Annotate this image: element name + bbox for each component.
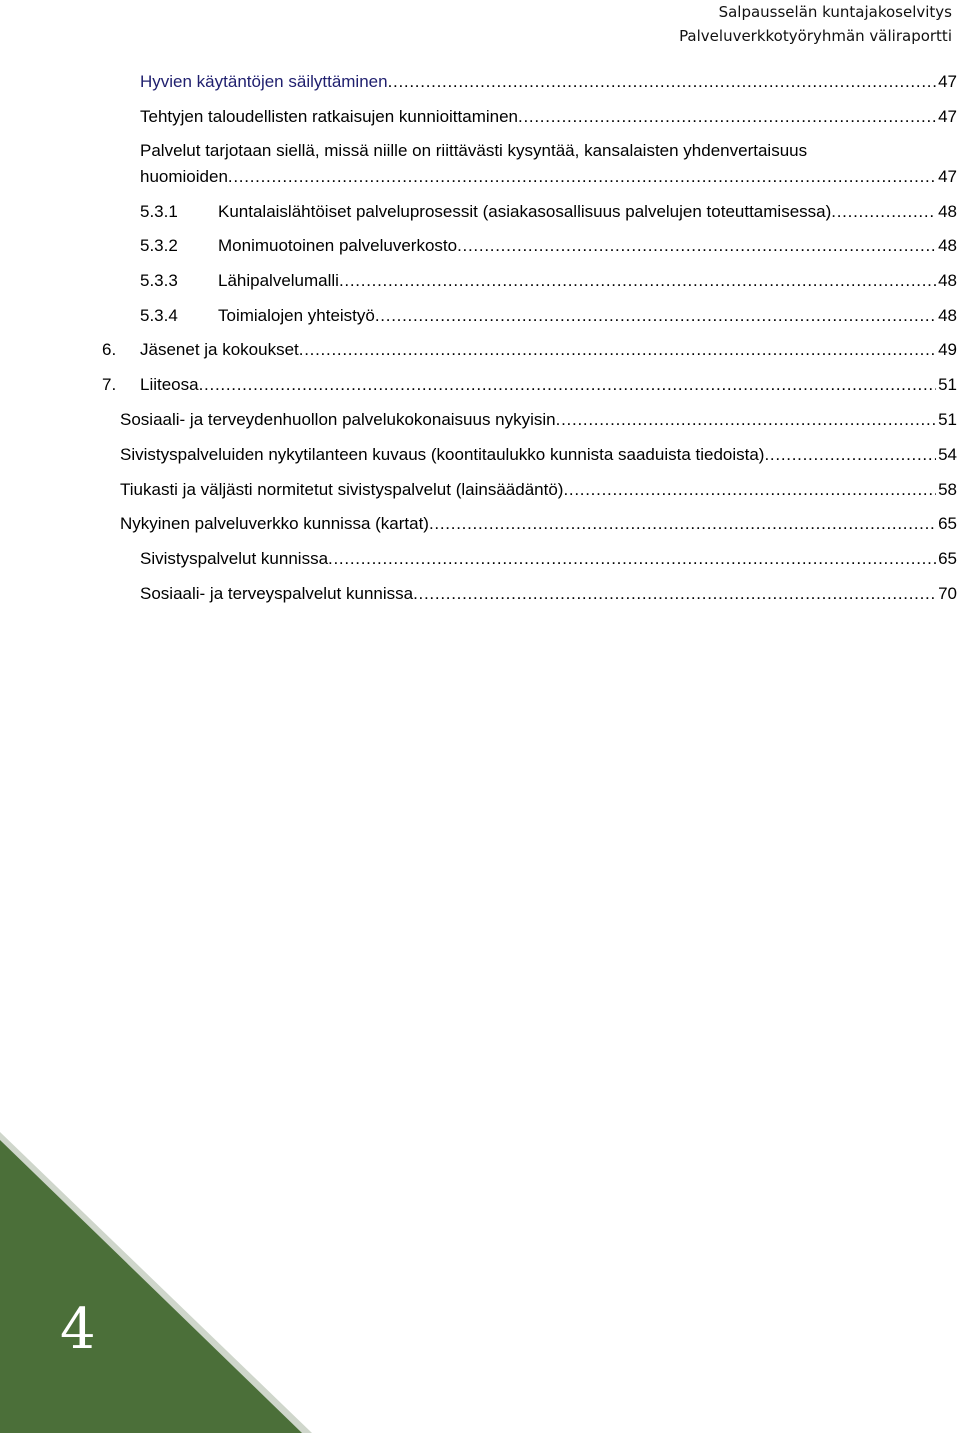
header-line-1: Salpausselän kuntajakoselvitys bbox=[718, 3, 952, 21]
toc-entry-page: 48 bbox=[938, 236, 957, 255]
toc-entry-page: 48 bbox=[938, 271, 957, 290]
toc-entry-page: 70 bbox=[938, 584, 957, 603]
toc-entry[interactable] bbox=[140, 199, 957, 225]
toc-entry-title: Jäsenet ja kokoukset bbox=[140, 340, 299, 359]
toc-entry-number: 5.3.2 bbox=[140, 236, 178, 255]
header-line-2: Palveluverkkotyöryhmän väliraportti bbox=[679, 27, 952, 45]
toc-entry-title: Sivistyspalveluiden nykytilanteen kuvaus (koontitaulukko kunnista saaduista tiedoista) bbox=[120, 445, 765, 464]
toc-entry-page: 65 bbox=[938, 514, 957, 533]
toc-leader-dots bbox=[556, 407, 936, 433]
toc-entry-number: 5.3.1 bbox=[140, 202, 178, 221]
page-number: 4 bbox=[60, 1297, 96, 1362]
toc-entry-page: 48 bbox=[938, 202, 957, 221]
toc-leader-dots bbox=[299, 337, 936, 363]
toc-entry-title: Nykyinen palveluverkko kunnissa (kartat) bbox=[120, 514, 429, 533]
toc-leader-dots bbox=[413, 581, 936, 607]
page-corner-triangle bbox=[0, 1130, 320, 1433]
toc-entry-title: Sivistyspalvelut kunnissa bbox=[140, 549, 329, 568]
toc-entry-page: 58 bbox=[938, 480, 957, 499]
toc-entry-title: Kuntalaislähtöiset palveluprosessit (asiakasosallisuus palvelujen toteuttamisessa) bbox=[218, 202, 832, 221]
toc-entry-number: 6. bbox=[102, 340, 117, 359]
toc-entry-title: Tiukasti ja väljästi normitetut sivistyspalvelut (lainsäädäntö) bbox=[120, 480, 564, 499]
toc-entry-page: 54 bbox=[938, 445, 957, 464]
toc-leader-dots bbox=[199, 372, 936, 398]
toc-leader-dots bbox=[228, 164, 936, 190]
toc-entry-title: huomioiden bbox=[140, 167, 228, 186]
toc-entry-title: Hyvien käytäntöjen säilyttäminen bbox=[140, 72, 388, 91]
toc-entry[interactable] bbox=[120, 442, 957, 468]
toc-entry-title: Tehtyjen taloudellisten ratkaisujen kunnioittaminen bbox=[140, 107, 519, 126]
toc-entry-title: Sosiaali- ja terveydenhuollon palvelukokonaisuus nykyisin bbox=[120, 410, 556, 429]
toc-leader-dots bbox=[831, 199, 936, 225]
toc-entry[interactable] bbox=[140, 104, 957, 130]
toc-entry-page: 51 bbox=[938, 410, 957, 429]
toc-entry[interactable] bbox=[140, 69, 957, 95]
toc-leader-dots bbox=[457, 233, 936, 259]
toc-entry-title: Liiteosa bbox=[140, 375, 199, 394]
toc-leader-dots bbox=[518, 104, 936, 130]
toc-entry-page: 47 bbox=[938, 167, 957, 186]
toc-entry-title-line[interactable]: Palvelut tarjotaan siellä, missä niille on riittävästi kysyntää, kansalaisten yhdenvertaisuus bbox=[140, 141, 808, 160]
toc-leader-dots bbox=[388, 69, 937, 95]
toc-entry-page: 51 bbox=[938, 375, 957, 394]
toc-entry[interactable] bbox=[120, 511, 957, 537]
toc-leader-dots bbox=[328, 546, 936, 572]
toc-leader-dots bbox=[375, 303, 936, 329]
toc-entry-number: 5.3.4 bbox=[140, 306, 178, 325]
toc-entry[interactable] bbox=[120, 477, 957, 503]
toc-entry[interactable] bbox=[102, 372, 957, 398]
toc-entry-page: 47 bbox=[938, 72, 957, 91]
toc-entry-page: 48 bbox=[938, 306, 957, 325]
toc-entry[interactable] bbox=[140, 546, 957, 572]
toc-entry-page: 47 bbox=[938, 107, 957, 126]
toc-entry[interactable] bbox=[140, 303, 957, 329]
running-header bbox=[679, 0, 952, 48]
toc-leader-dots bbox=[429, 511, 936, 537]
toc-entry[interactable] bbox=[102, 337, 957, 363]
toc-entry-page: 65 bbox=[938, 549, 957, 568]
toc-entry[interactable] bbox=[140, 581, 957, 607]
toc-entry[interactable] bbox=[140, 233, 957, 259]
toc-leader-dots bbox=[339, 268, 936, 294]
toc-entry[interactable] bbox=[140, 164, 957, 190]
toc-entry[interactable] bbox=[120, 407, 957, 433]
toc-entry-page: 49 bbox=[938, 340, 957, 359]
toc-entry[interactable] bbox=[140, 268, 957, 294]
toc-entry-title: Monimuotoinen palveluverkosto bbox=[218, 236, 458, 255]
toc-entry-number: 5.3.3 bbox=[140, 271, 178, 290]
toc-leader-dots bbox=[563, 477, 936, 503]
toc-leader-dots bbox=[764, 442, 936, 468]
toc-entry-title: Lähipalvelumalli bbox=[218, 271, 339, 290]
toc-entry-number: 7. bbox=[102, 375, 117, 394]
toc-entry-title: Toimialojen yhteistyö bbox=[218, 306, 375, 325]
toc-entry-title: Sosiaali- ja terveyspalvelut kunnissa bbox=[140, 584, 414, 603]
